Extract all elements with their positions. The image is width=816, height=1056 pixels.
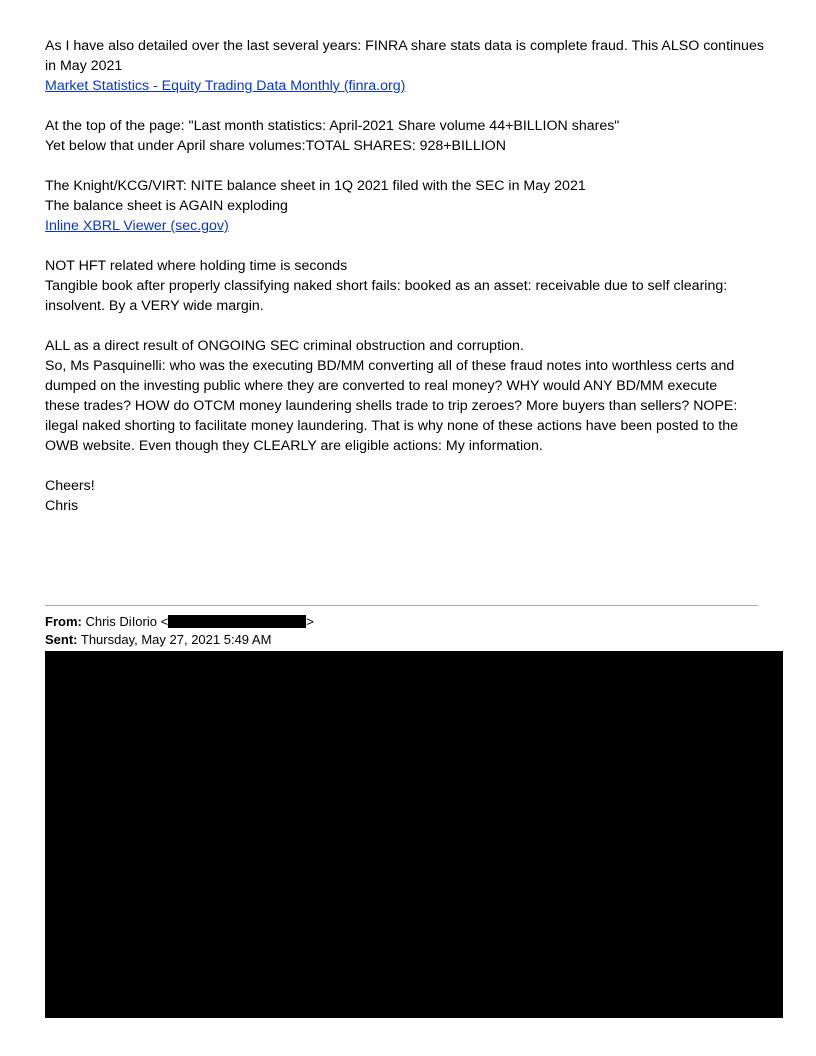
- text-line: So, Ms Pasquinelli: who was the executing BD/MM converting all of these fraud notes into worthless certs and: [45, 358, 735, 374]
- from-label: From:: [45, 614, 82, 629]
- text-line: Yet below that under April share volumes:TOTAL SHARES: 928+BILLION: [45, 138, 506, 154]
- paragraph-sec-obstruction: [45, 336, 775, 456]
- inline-xbrl-viewer-link[interactable]: Inline XBRL Viewer (sec.gov): [45, 218, 229, 234]
- paragraph-share-volume: [45, 116, 775, 156]
- text-line: in May 2021: [45, 58, 123, 74]
- paragraph-finra: [45, 36, 775, 96]
- forwarded-email-header: [45, 613, 314, 649]
- email-body: [45, 36, 775, 516]
- redacted-content-block: [45, 651, 783, 1018]
- sent-row: [45, 631, 314, 649]
- text-line: At the top of the page: "Last month statistics: April-2021 Share volume 44+BILLION shares": [45, 118, 620, 134]
- text-line: NOT HFT related where holding time is seconds: [45, 258, 348, 274]
- text-line: The Knight/KCG/VIRT: NITE balance sheet in 1Q 2021 filed with the SEC in May 2021: [45, 178, 586, 194]
- from-close: >: [306, 614, 314, 629]
- redacted-email-address: [168, 615, 306, 628]
- text-line: ALL as a direct result of ONGOING SEC criminal obstruction and corruption.: [45, 338, 524, 354]
- text-line: insolvent. By a VERY wide margin.: [45, 298, 264, 314]
- sent-label: Sent:: [45, 632, 78, 647]
- signoff-name: Chris: [45, 498, 79, 514]
- text-line: dumped on the investing public where they are converted to real money? WHY would ANY BD/MM execute: [45, 378, 718, 394]
- signoff: [45, 476, 775, 516]
- sent-value: Thursday, May 27, 2021 5:49 AM: [80, 632, 272, 647]
- paragraph-balance-sheet: [45, 176, 775, 236]
- signoff-cheers: Cheers!: [45, 478, 95, 494]
- text-line: Tangible book after properly classifying naked short fails: booked as an asset: receivable due to self clearing:: [45, 278, 728, 294]
- paragraph-tangible-book: [45, 256, 775, 316]
- text-line: OWB website. Even though they CLEARLY are eligible actions: My information.: [45, 438, 543, 454]
- text-line: As I have also detailed over the last several years: FINRA share stats data is complete fraud. This ALSO continues: [45, 38, 764, 54]
- message-divider: [45, 605, 758, 606]
- from-row: [45, 613, 314, 631]
- text-line: ilegal naked shorting to facilitate money laundering. That is why none of these actions have been posted to the: [45, 418, 739, 434]
- finra-market-statistics-link[interactable]: Market Statistics - Equity Trading Data Monthly (finra.org): [45, 78, 406, 94]
- from-name: Chris DiIorio <: [85, 614, 169, 629]
- text-line: these trades? HOW do OTCM money laundering shells trade to trip zeroes? More buyers than sellers? NOPE:: [45, 398, 738, 414]
- text-line: The balance sheet is AGAIN exploding: [45, 198, 288, 214]
